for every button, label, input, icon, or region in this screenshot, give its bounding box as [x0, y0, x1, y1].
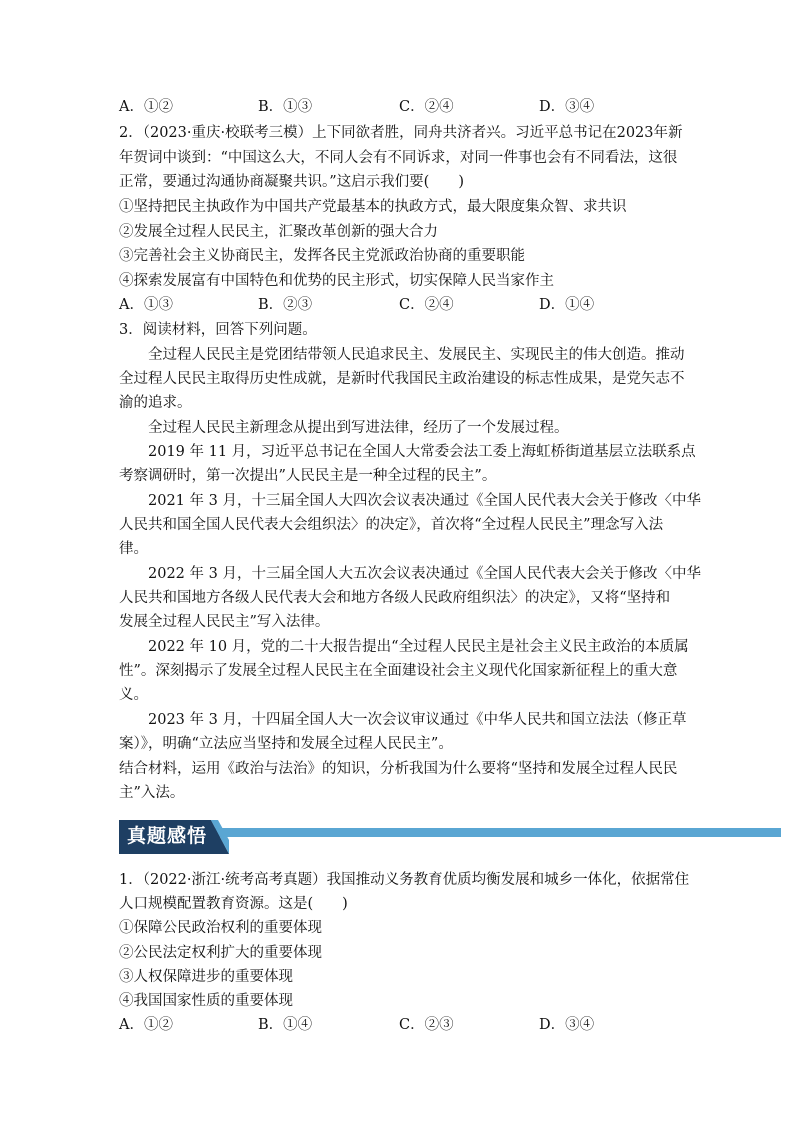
q2-stem-line-2: 年贺词中谈到：“中国这么大，不同人会有不同诉求，对同一件事也会有不同看法，这很 — [119, 150, 678, 166]
q2-item-4: ④探索发展富有中国特色和优势的民主形式，切实保障人民当家作主 — [119, 273, 554, 289]
q2-item-1: ①坚持把民主执政作为中国共产党最基本的执政方式，最大限度集众智、求共识 — [119, 199, 627, 215]
option-c: C．②④ — [399, 297, 454, 313]
q2-item-3: ③完善社会主义协商民主，发挥各民主党派政治协商的重要职能 — [119, 248, 525, 264]
q3-material-line: 全过程人民民主取得历史性成就，是新时代我国民主政治建设的标志性成果，是党矢志不 — [119, 371, 685, 387]
q3-question-line-2: 主”入法。 — [119, 785, 185, 801]
q2-item-2: ②发展全过程人民民主，汇聚改革创新的强大合力 — [119, 224, 438, 240]
q1-real-stem-line-1: 1．（2022·浙江·统考高考真题）我国推动义务教育优质均衡发展和城乡一体化，依据常住 — [119, 872, 690, 888]
q2-options — [119, 295, 719, 315]
option-c: C．②④ — [399, 99, 454, 115]
q3-material-line: 考察调研时，第一次提出”人民民主是一种全过程的民主”。 — [119, 468, 497, 484]
banner-title: 真题感悟 — [127, 825, 208, 847]
q1-real-stem-line-2: 人口规模配置教育资源。这是( ) — [119, 896, 348, 912]
q3-question-line-1: 结合材料，运用《政治与法治》的知识，分析我国为什么要将“坚持和发展全过程人民民 — [119, 761, 678, 777]
option-d: D．③④ — [539, 1017, 595, 1033]
q3-material-line: 发展全过程人民民主”写入法律。 — [119, 614, 330, 630]
option-b: B．①③ — [258, 99, 313, 115]
q3-material-line: 人民共和国地方各级人民代表大会和地方各级人民政府组织法〉的决定》，又将“坚持和 — [119, 590, 671, 606]
q3-material-line: 全过程人民民主是党团结带领人民追求民主、发展民主、实现民主的伟大创造。推动 — [148, 347, 685, 363]
option-b: B．②③ — [258, 297, 313, 313]
q3-material-line: 2019 年 11 月，习近平总书记在全国人大常委会法工委上海虹桥街道基层立法联系点 — [148, 444, 696, 460]
option-a: A．①② — [119, 99, 173, 115]
q1-real-options — [119, 1015, 719, 1035]
q3-material-line: 全过程人民民主新理念从提出到写进法律，经历了一个发展过程。 — [148, 420, 569, 436]
q1-real-item-2: ②公民法定权利扩大的重要体现 — [119, 945, 322, 961]
q1-real-item-1: ①保障公民政治权利的重要体现 — [119, 920, 322, 936]
option-a: A．①③ — [119, 297, 173, 313]
q3-material-line: 2021 年 3 月，十三届全国人大四次会议表决通过《全国人民代表大会关于修改〈中华 — [148, 493, 701, 509]
option-d: D．①④ — [539, 297, 595, 313]
q1-real-item-3: ③人权保障进步的重要体现 — [119, 969, 293, 985]
option-d: D．③④ — [539, 99, 595, 115]
q3-material-line: 义。 — [119, 687, 148, 703]
prev-question-options — [119, 97, 719, 117]
option-a: A．①② — [119, 1017, 173, 1033]
q3-material-line: 案）》，明确“立法应当坚持和发展全过程人民民主”。 — [119, 736, 453, 752]
q3-material-line: 2022 年 10 月，党的二十大报告提出“全过程人民民主是社会主义民主政治的本质属 — [148, 639, 689, 655]
q3-title: 3．阅读材料，回答下列问题。 — [119, 322, 317, 338]
q3-material-line: 人民共和国全国人民代表大会组织法〉的决定》，首次将“全过程人民民主”理念写入法 — [119, 517, 664, 533]
q3-material-line: 2023 年 3 月，十四届全国人大一次会议审议通过《中华人民共和国立法法（修正草 — [148, 712, 687, 728]
option-c: C．②③ — [399, 1017, 454, 1033]
q2-stem-line-1: 2．（2023·重庆·校联考三模）上下同欲者胜，同舟共济者兴。习近平总书记在2023年新 — [119, 125, 683, 141]
q2-stem-line-3: 正常，要通过沟通协商凝聚共识。”这启示我们要( ) — [119, 174, 464, 190]
q3-material-line: 性”。深刻揭示了发展全过程人民民主在全面建设社会主义现代化国家新征程上的重大意 — [119, 663, 678, 679]
q3-material-line: 2022 年 3 月，十三届全国人大五次会议表决通过《全国人民代表大会关于修改〈中华 — [148, 566, 701, 582]
q1-real-item-4: ④我国国家性质的重要体现 — [119, 993, 293, 1009]
q3-material-line: 律。 — [119, 541, 148, 557]
option-b: B．①④ — [258, 1017, 313, 1033]
section-banner — [119, 820, 781, 854]
q3-material-line: 渝的追求。 — [119, 395, 192, 411]
